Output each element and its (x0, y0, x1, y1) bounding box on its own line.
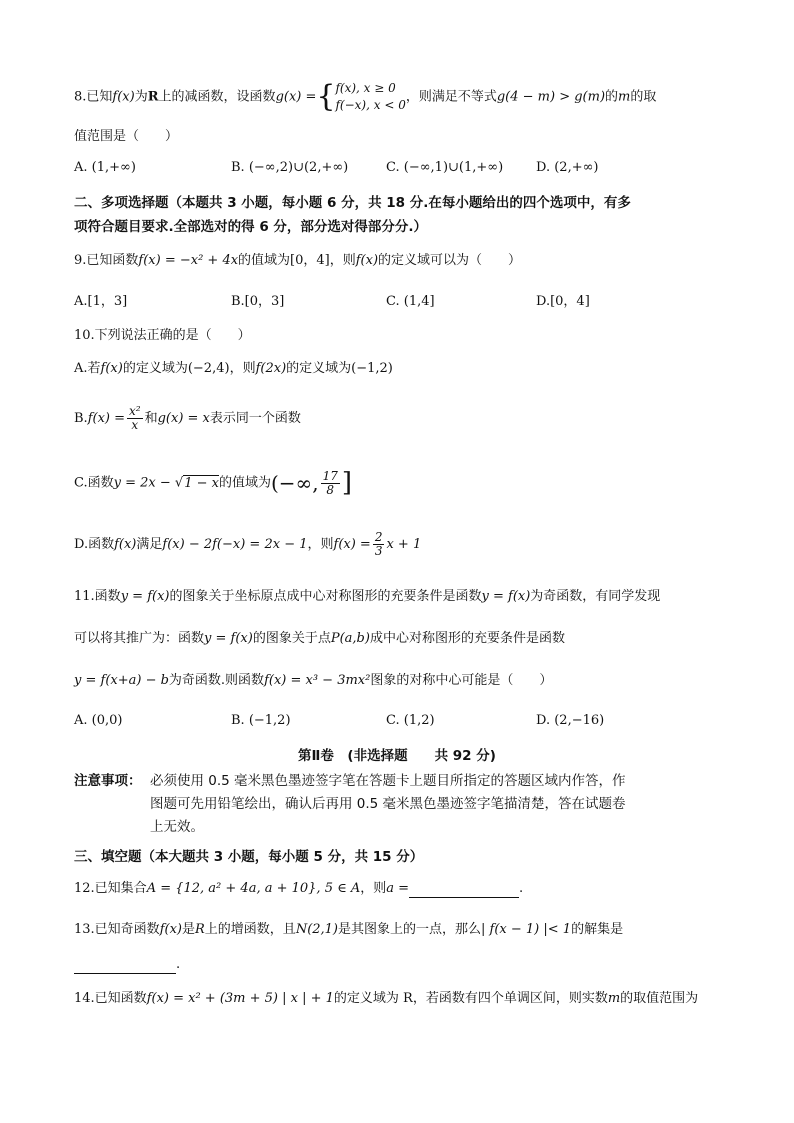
attention-note-line-1: 必须使用 0.5 毫米黑色墨迹签字笔在答题卡上题目所指定的答题区域内作答，作 (150, 773, 626, 789)
q11-option-b: B. (−1,2) (231, 713, 291, 728)
q8-option-b: B. (−∞,2)∪(2,+∞) (231, 160, 349, 175)
section-3-title: 三、填空题（本大题共 3 小题，每小题 5 分，共 15 分） (74, 849, 424, 865)
question-14: 14.已知函数f(x) = x² + (3m + 5) | x | + 1的定义域为 R，若函数有四个单调区间，则实数m的取值范围为 (74, 991, 699, 1006)
question-8-stem: 8.已知f(x)为R上的减函数，设函数g(x) ={ f(x), x ≥ 0 f(−x), x < 0 ，则满足不等式g(4 − m) > g(m)的m的取 (74, 79, 657, 114)
q8-option-c: C. (−∞,1)∪(1,+∞) (386, 160, 504, 175)
q13-answer-blank[interactable] (74, 959, 176, 974)
q11-option-c: C. (1,2) (386, 713, 435, 728)
q11-option-d: D. (2,−16) (536, 713, 605, 728)
section-2-title-cont: 项符合题目要求.全部选对的得 6 分，部分选对得部分分.） (74, 219, 428, 235)
q10-option-b: B.f(x) = $\frac{\text{x²}}{x}$ 和g(x) = x表示同一个函数 (74, 404, 301, 432)
q8-option-a: A. (1,+∞) (74, 160, 136, 175)
q9-option-c: C. (1,4] (386, 294, 435, 309)
question-13-answer: . (74, 956, 180, 974)
part-2-title: 第Ⅱ卷 (非选择题 共 92 分) (298, 748, 496, 764)
question-9-stem: 9.已知函数f(x) = −x² + 4x的值域为[0，4]，则f(x)的定义域可以为（ ） (74, 253, 522, 268)
question-11-line-3: y = f(x+a) − b为奇函数.则函数f(x) = x³ − 3mx²图象的对称中心可能是（ ） (74, 673, 553, 688)
question-11-line-2: 可以将其推广为：函数y = f(x)的图象关于点P(a,b)成中心对称图形的充要条件是函数 (74, 631, 565, 646)
q9-option-d: D.[0，4] (536, 294, 590, 309)
q8-option-d: D. (2,+∞) (536, 160, 599, 175)
question-12: 12.已知集合A = {12, a² + 4a, a + 10}, 5 ∈ A，则a = . (74, 881, 524, 896)
q10-option-a: A.若f(x)的定义域为(−2,4)，则f(2x)的定义域为(−1,2) (74, 361, 393, 376)
question-13: 13.已知奇函数f(x)是R上的增函数，且N(2,1)是其图象上的一点，那么| f(x − 1) |< 1的解集是 (74, 922, 624, 937)
q10-option-c: C.函数y = 2x − √1 − x的值域为(−∞, $\frac{17}{8}$ ] (74, 468, 352, 498)
q11-option-a: A. (0,0) (74, 713, 123, 728)
q12-answer-blank[interactable] (409, 883, 519, 898)
q9-option-a: A.[1，3] (74, 294, 128, 309)
q10-option-d: D.函数f(x)满足f(x) − 2f(−x) = 2x − 1，则f(x) = $\frac{2}{3}$ x + 1 (74, 530, 422, 558)
question-10-stem: 10.下列说法正确的是（ ） (74, 328, 251, 343)
q9-option-b: B.[0，3] (231, 294, 285, 309)
attention-note-line-3: 上无效。 (150, 819, 204, 835)
attention-note-label: 注意事项： (74, 773, 142, 789)
attention-note-line-2: 图题可先用铅笔绘出，确认后再用 0.5 毫米黑色墨迹签字笔描清楚，答在试题卷 (150, 796, 626, 812)
question-8-stem-cont: 值范围是（ ） (74, 129, 179, 144)
section-2-title: 二、多项选择题（本题共 3 小题，每小题 6 分，共 18 分.在每小题给出的四个选项中，有多 (74, 195, 631, 211)
question-11-line-1: 11.函数y = f(x)的图象关于坐标原点成中心对称图形的充要条件是函数y = f(x)为奇函数，有同学发现 (74, 589, 661, 604)
